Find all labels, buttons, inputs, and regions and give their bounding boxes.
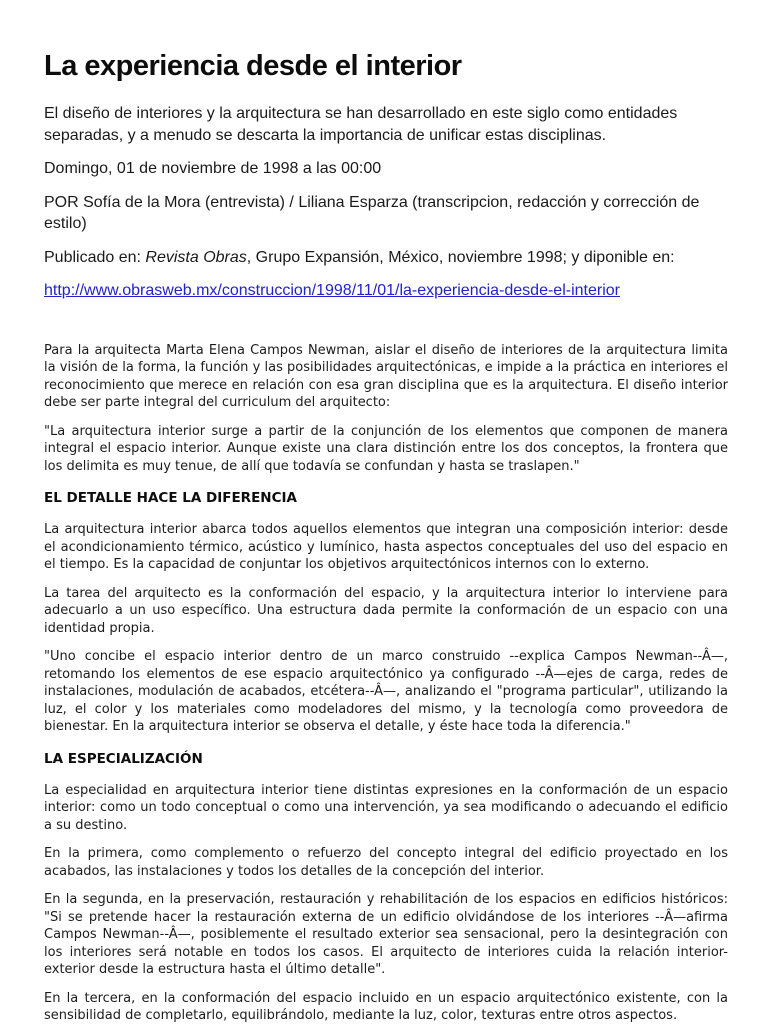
paragraph: En la primera, como complemento o refuerzo del concepto integral del edificio proyectado en los acabados, las instalaciones y todos los detalles de la concepción del interior. — [44, 846, 728, 879]
published-suffix: , Grupo Expansión, México, noviembre 1998; y diponible en: — [246, 248, 675, 266]
paragraph: La tarea del arquitecto es la conformación del espacio, y la arquitectura interior lo interviene para adecuarlo a un uso específico. Una estructura dada permite la conformación de un espacio con una identidad propia. — [44, 585, 728, 636]
paragraph: "La arquitectura interior surge a partir de la conjunción de los elementos que componen de manera integral el espacio interior. Aunque existe una clara distinción entre los dos conceptos, la frontera que los delimita es muy tenue, de allí que todavía se confundan y hasta se traslapen." — [44, 423, 728, 474]
link-line — [44, 280, 728, 302]
document-header — [44, 50, 728, 302]
article-body — [44, 342, 728, 1024]
date-line: Domingo, 01 de noviembre de 1998 a las 00:00 — [44, 160, 382, 177]
paragraph: "Uno concibe el espacio interior dentro de un marco construido --explica Campos Newman--Â—, retomando los elementos de ese espacio arquitectónico ya configurado --Â—ejes de carga, redes de instalaciones, modulación de acabados, etcétera--Â—, analizando el "programa particular", utilizando la luz, el color y los materiales como modeladores del mismo, y la tecnología como proveedora de bienestar. En la arquitectura interior se observa el detalle, y éste hace toda la diferencia." — [44, 649, 728, 734]
article-link[interactable]: http://www.obrasweb.mx/construccion/1998/11/01/la-experiencia-desde-el-interior — [44, 282, 620, 299]
published-line — [44, 247, 728, 269]
section-heading-especializacion: LA ESPECIALIZACIÓN — [44, 750, 203, 767]
page-title: La experiencia desde el interior — [44, 50, 462, 82]
paragraph: Para la arquitecta Marta Elena Campos Newman, aislar el diseño de interiores de la arquitectura limita la visión de la forma, la función y las posibilidades arquitectónicas, e impide a la práctica en interiores el reconocimiento que merece en relación con esa gran disciplina que es la arquitectura. El diseño interior debe ser parte integral del curriculum del arquitecto: — [44, 342, 728, 410]
byline: POR Sofía de la Mora (entrevista) / Liliana Esparza (transcripcion, redacción y corrección de estilo) — [44, 193, 700, 232]
paragraph: La especialidad en arquitectura interior tiene distintas expresiones en la conformación de un espacio interior: como un todo conceptual o como una intervención, ya sea modificando o adecuando el edificio a su destino. — [44, 782, 728, 833]
published-journal: Revista Obras — [145, 248, 247, 266]
paragraph: En la tercera, en la conformación del espacio incluido en un espacio arquitectónico existente, con la sensibilidad de completarlo, equilibrándolo, mediante la luz, color, texturas entre otros aspectos. — [44, 990, 728, 1023]
intro-paragraph: El diseño de interiores y la arquitectura se han desarrollado en este siglo como entidades separadas, y a menudo se descarta la importancia de unificar estas disciplinas. — [44, 105, 678, 144]
section-heading-detalle: EL DETALLE HACE LA DIFERENCIA — [44, 490, 297, 506]
paragraph: En la segunda, en la preservación, restauración y rehabilitación de los espacios en edificios históricos: "Si se pretende hacer la restauración externa de un edificio olvidándose de los interiores --Â—afirma Campos Newman--Â—, posiblemente el resultado exterior sea sensacional, pero la desintegración con los interiores será notable en todos los casos. El arquitecto de interiores cuida la relación interior-exterior desde la estructura hasta el último detalle". — [44, 892, 728, 977]
paragraph: La arquitectura interior abarca todos aquellos elementos que integran una composición interior: desde el acondicionamiento térmico, acústico y lumínico, hasta aspectos conceptuales del uso del espacio en el tiempo. Es la capacidad de conjuntar los objetivos arquitectónicos internos con lo externo. — [44, 522, 728, 572]
published-prefix: Publicado en: — [44, 248, 146, 266]
